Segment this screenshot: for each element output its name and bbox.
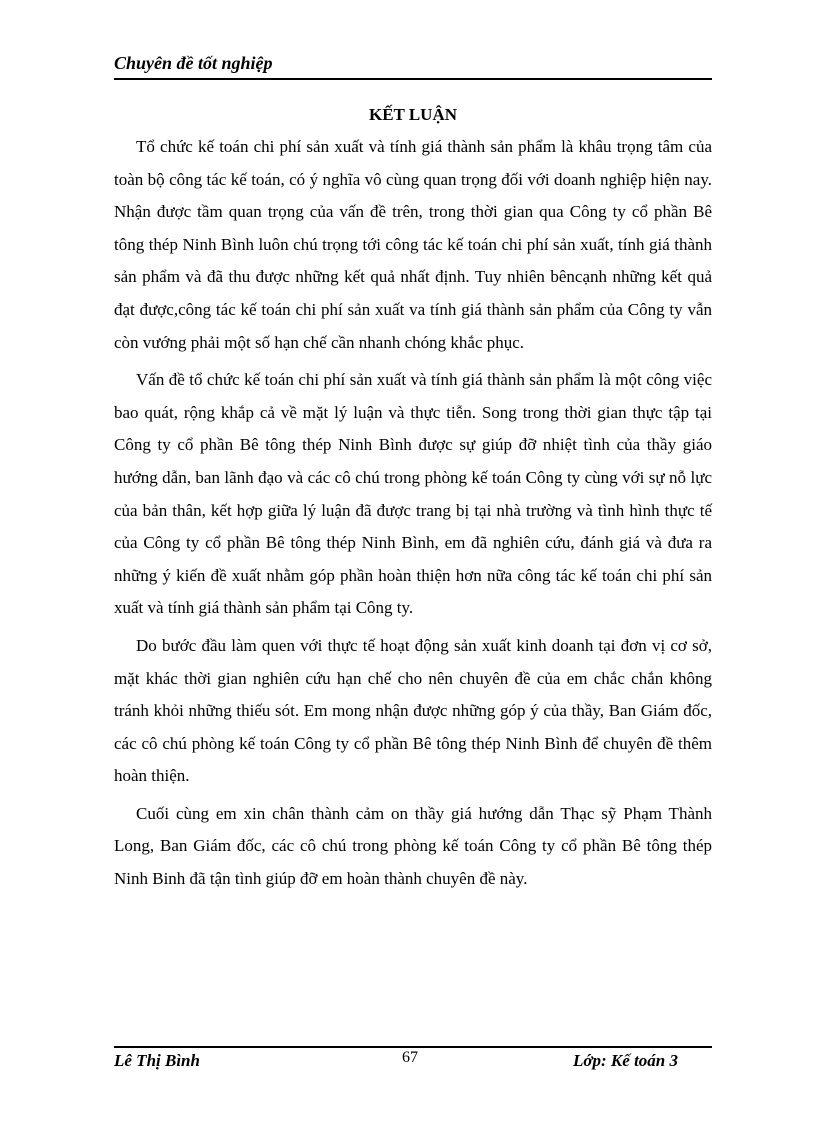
page-number: 67 <box>402 1049 418 1066</box>
paragraph-4: Cuối cùng em xin chân thành cảm on thầy giá hướng dẫn Thạc sỹ Phạm Thành Long, Ban Giám đốc, các cô chú trong phòng kế toán Công ty cổ phần Bê tông thép Ninh Binh đã tận tình giúp đỡ em hoàn thành chuyên đề này. <box>114 803 712 889</box>
paragraph-3: Do bước đầu làm quen với thực tế hoạt động sản xuất kinh doanh tại đơn vị cơ sở, mặt khác thời gian nghiên cứu hạn chế cho nên chuyên đề của em chắc chắn không tránh khỏi những thiếu sót. Em mong nhận được những góp ý của thầy, Ban Giám đốc, các cô chú phòng kế toán Công ty cổ phần Bê tông thép Ninh Bình để chuyên đề thêm hoàn thiện. <box>114 635 712 786</box>
page-header <box>114 52 712 74</box>
footer-author: Lê Thị Bình <box>114 1051 200 1070</box>
document-body <box>114 101 712 901</box>
section-heading: KẾT LUẬN <box>368 105 457 124</box>
header-divider <box>114 78 712 80</box>
paragraph-1: Tổ chức kế toán chi phí sản xuất và tính giá thành sản phẩm là khâu trọng tâm của toàn bộ công tác kế toán, có ý nghĩa vô cùng quan trọng đối với doanh nghiệp hiện nay. Nhận được tầm quan trọng của vấn đề trên, trong thời gian qua Công ty cổ phần Bê tông thép Ninh Bình luôn chú trọng tới công tác kế toán chi phí sản xuất, tính giá thành sản phẩm và đã thu được những kết quả nhất định. Tuy nhiên bêncạnh những kết quả đạt được,công tác kế toán chi phí sản xuất va tính giá thành sản phẩm của Công ty vẫn còn vướng phải một số hạn chế cần nhanh chóng khắc phục. <box>114 137 712 352</box>
paragraph-2: Vấn đề tổ chức kế toán chi phí sản xuất và tính giá thành sản phẩm là một công việc bao quát, rộng khắp cả về mặt lý luận và thực tiễn. Song trong thời gian thực tập tại Công ty cổ phần Bê tông thép Ninh Bình được sự giúp đỡ nhiệt tình của thầy giáo hướng dẫn, ban lãnh đạo và các cô chú trong phòng kế toán Công ty cùng với sự nỗ lực của bản thân, kết hợp giữa lý luận đã được trang bị tại nhà trường và tình hình thực tế của Công ty cổ phần Bê tông thép Ninh Bình, em đã nghiên cứu, đánh giá và đưa ra những ý kiến đề xuất nhằm góp phần hoàn thiện hơn nữa công tác kế toán chi phí sản xuất và tính giá thành sản phẩm tại Công ty. <box>114 370 712 618</box>
footer-class-label: Lớp: Kế toán 3 <box>573 1051 678 1070</box>
page-footer <box>114 1046 712 1074</box>
header-title: Chuyên đề tốt nghiệp <box>114 53 273 73</box>
